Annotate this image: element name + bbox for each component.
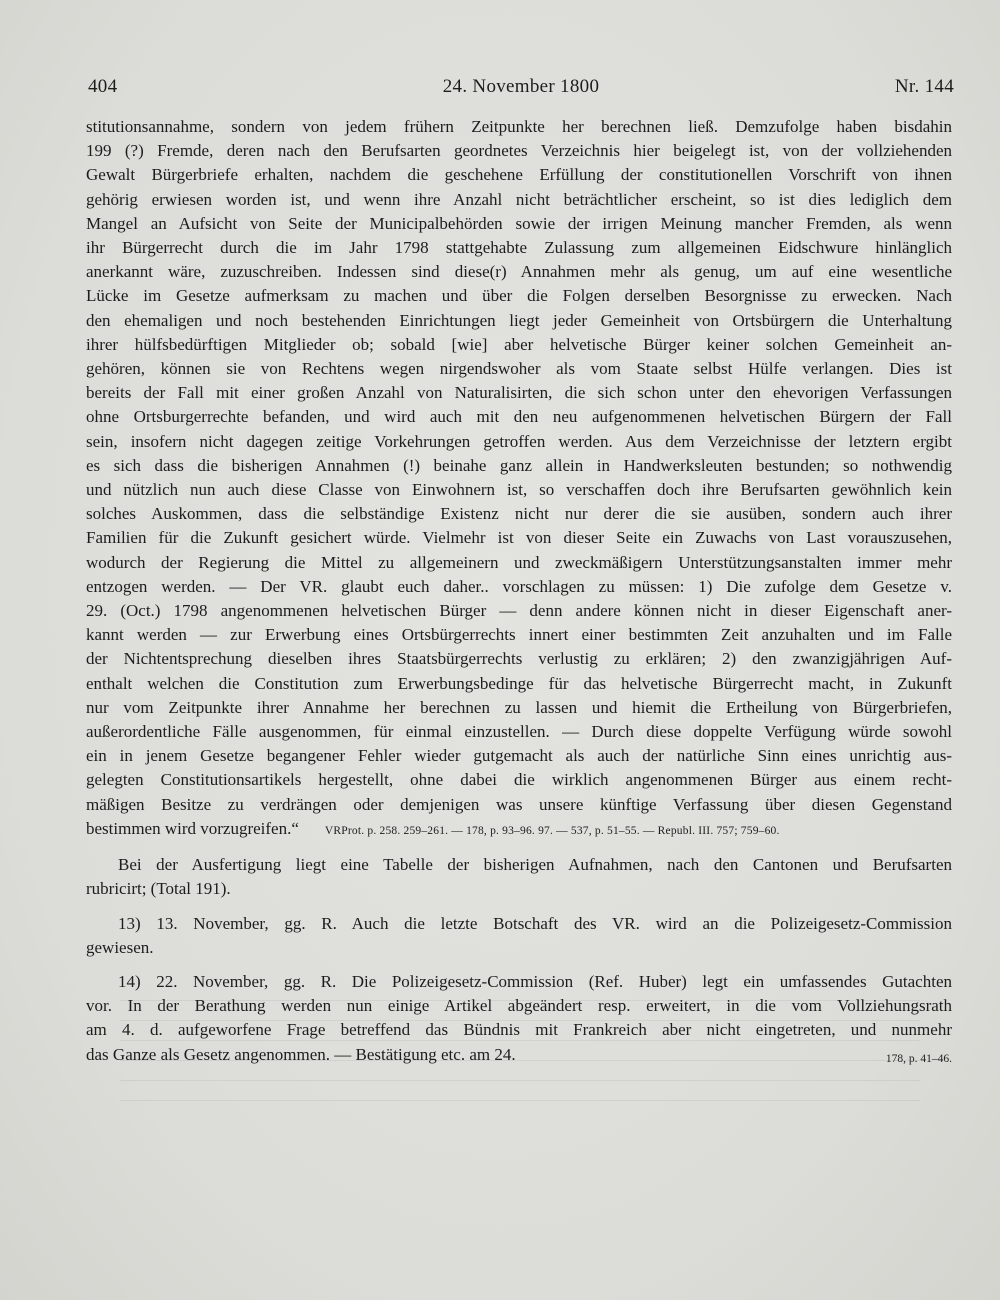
bleed-through-shadow: [120, 1000, 920, 1120]
text-line: stitutionsannahme, sondern von jedem frühern Zeitpunkte her berechnen ließ. Demzufolge haben bisdahin: [86, 117, 952, 136]
text-line: ohne Ortsburgerrechte befanden, und wird auch mit den neu aufgenommenen helvetischen Bürgern der Fall: [86, 407, 952, 427]
source-reference: 178, p. 41–46.: [885, 1052, 952, 1065]
text-line: wodurch der Regierung die Mittel zu allgemeinern und zweckmäßigern Unterstützungsanstalten immer mehr: [86, 552, 952, 572]
text-line: entzogen werden. — Der VR. glaubt euch daher.. vorschlagen zu müssen: 1) Die zufolge dem Gesetze v.: [86, 576, 952, 596]
text-line: sein, insofern nicht dagegen zeitige Vorkehrungen getroffen werden. Aus dem Verzeichnisse der letztern ergibt: [86, 431, 952, 451]
text-line: Mangel an Aufsicht von Seite der Municipalbehörden sowie der irrigen Meinung mancher Fremden, als wenn: [86, 213, 952, 233]
text-line: und nützlich nun auch diese Classe von Einwohnern ist, so verschaffen doch ihre Berufsarten gewöhnlich kein: [86, 480, 952, 500]
text-line: Bei der Ausfertigung liegt eine Tabelle der bisherigen Aufnahmen, nach den Cantonen und Berufsarten: [118, 855, 952, 875]
text-line: vor. In der Berathung werden nun einige Artikel abgeändert resp. erweitert, in die vom Vollziehungsrath: [86, 996, 952, 1016]
text-line: gewiesen.: [86, 937, 154, 957]
text-line: gehörig erwiesen worden ist, und wenn ihre Anzahl nicht beträchtlicher erscheint, so ist dies lediglich dem: [86, 189, 952, 209]
text-line: mäßigen Besitze zu verdrängen oder demjenigen was unsere künftige Verfassung über diesen Gegenstand: [86, 794, 952, 814]
text-line-final: [86, 817, 952, 843]
text-line: gelegten Constitutionsartikels hergestellt, ohne dabei die wirklich angenommenen Bürger aus einem recht-: [86, 770, 952, 790]
text-line: solches Auskommen, dass die selbständige Existenz nicht nur derer die sie ausüben, sondern auch ihrer: [86, 504, 952, 524]
paragraph-entry-13: [86, 912, 952, 960]
text-line: rubricirt; (Total 191).: [86, 879, 231, 899]
text-line: 29. (Oct.) 1798 angenommenen helvetischen Bürger — denn andere können nicht in dieser Eigenschaft aner-: [86, 601, 952, 621]
header-date: 24. November 1800: [442, 76, 600, 97]
text-line: bereits der Fall mit einer großen Anzahl von Naturalisirten, die sich schon unter den ehevorigen Verfassungen: [86, 383, 952, 403]
text-line: den ehemaligen und noch bestehenden Einrichtungen liegt jeder Gemeinheit von Ortsbürgern die Unterhaltung: [86, 310, 952, 330]
text-line: enthalt welchen die Constitution zum Erwerbungsbedinge für das helvetische Bürgerrecht macht, in Zukunft: [86, 673, 952, 693]
page-header: [88, 76, 954, 102]
text-line: 13) 13. November, gg. R. Auch die letzte Botschaft des VR. wird an die Polizeigesetz-Commission: [118, 913, 952, 933]
paragraph-table-note: [86, 853, 952, 901]
closing-text: bestimmen wird vorzugreifen.“: [86, 818, 299, 838]
text-line: außerordentliche Fälle ausgenommen, für einmal einzustellen. — Durch diese doppelte Verfügung würde sowohl: [86, 722, 952, 742]
closing-text: das Ganze als Gesetz angenommen. — Bestätigung etc. am 24.: [86, 1044, 516, 1064]
text-line: Lücke im Gesetze aufmerksam zu machen und über die Folgen derselben Besorgnisse zu erwecken. Nach: [86, 286, 952, 306]
text-line: ihr Bürgerrecht durch die im Jahr 1798 stattgehabte Zulassung zum allgemeinen Eidschwure hinlänglich: [86, 238, 952, 258]
page-number: 404: [88, 76, 118, 97]
text-line: gehören, können sie von Rechtens wegen nirgendswoher als vom Staate selbst Hülfe verlangen. Dies ist: [86, 359, 952, 379]
text-line: 199 (?) Fremde, deren nach den Berufsarten geordnetes Verzeichnis hier beigelegt ist, von der vollziehenden: [86, 141, 952, 161]
text-line: Gewalt Bürgerbriefe erhalten, nachdem die geschehene Erfüllung der constitutionellen Vorschrift von ihnen: [86, 165, 952, 185]
text-line: es sich dass die bisherigen Annahmen (!) beinahe ganz allein in Handwerksleuten bestunden; so nothwendig: [86, 455, 952, 475]
text-line: anerkannt wäre, zuzuschreiben. Indessen sind diese(r) Annahmen mehr als genug, um auf eine wesentliche: [86, 262, 952, 282]
text-line: ein in jenem Gesetze begangener Fehler wieder gutgemacht als auch der natürliche Sinn eines unrichtig aus-: [86, 746, 952, 766]
text-line: nur vom Zeitpunkte ihrer Annahme her berechnen zu lassen und hiemit die Ertheilung von Bürgerbriefen,: [86, 697, 952, 717]
text-line: am 4. d. aufgeworfene Frage betreffend das Bündnis mit Frankreich aber nicht eingetreten, und nunmehr: [86, 1020, 952, 1040]
text-line: ihrer hülfsbedürftigen Mitglieder ob; sobald [wie] aber helvetische Bürger keiner solchen Gemeinheit an-: [86, 334, 952, 354]
text-line: kannt werden — zur Erwerbung eines Ortsbürgerrechts innert einer bestimmten Zeit anzuhalten und im Falle: [86, 625, 952, 645]
body-text: [86, 115, 952, 1071]
text-line: Familien für die Zukunft gesichert würde. Vielmehr ist von dieser Seite ein Zuwachs von Last vorauszusehen,: [86, 528, 952, 548]
source-reference: VRProt. p. 258. 259–261. — 178, p. 93–96. 97. — 537, p. 51–55. — Republ. III. 757; 759–60.: [324, 824, 780, 837]
document-number: Nr. 144: [894, 76, 954, 97]
text-line: der Nichtentsprechung dieselben ihres Staatsbürgerrechts verlustig zu erklären; 2) den zwanzigjährigen Auf-: [86, 649, 952, 669]
text-line: 14) 22. November, gg. R. Die Polizeigesetz-Commission (Ref. Huber) legt ein umfassendes Gutachten: [118, 971, 952, 991]
main-paragraph: [86, 115, 952, 843]
